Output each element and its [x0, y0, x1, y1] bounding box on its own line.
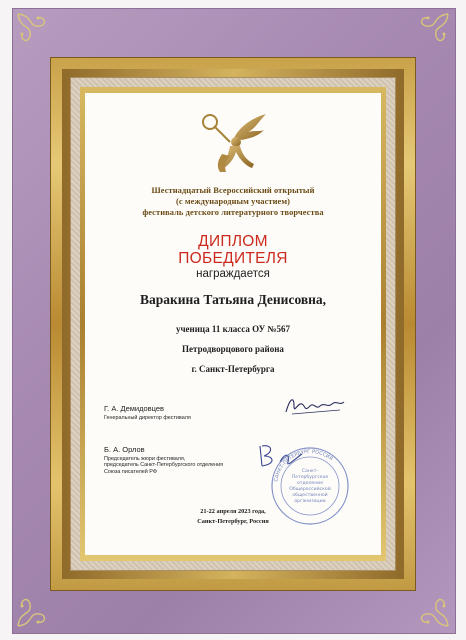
festival-name-line-2: (с международным участием)	[175, 197, 291, 206]
stamp-inner-text: общественной	[292, 493, 328, 498]
signatory-1-name: Г. А. Демидовцев	[104, 404, 164, 413]
festival-name-line-3: фестиваль детского литературного творчества	[142, 208, 324, 217]
signatory-1-role	[104, 415, 274, 421]
corner-ornament-icon	[14, 10, 64, 60]
diploma-title: ДИПЛОМ	[198, 233, 268, 250]
signatory-2-role-line: Председатель жюри фестиваля,	[104, 456, 186, 462]
signatory-2-role-line: председатель Санкт-Петербургского отделения	[104, 462, 224, 469]
diploma-subtitle: ПОБЕДИТЕЛЯ	[178, 250, 288, 267]
corner-ornament-icon	[402, 10, 452, 60]
stamp-inner-text: Общероссийской	[289, 487, 331, 492]
signatory-1-role-line: Генеральный директор фестиваля	[104, 415, 191, 421]
festival-name-line-1: Шестнадцатый Всероссийский открытый	[151, 186, 315, 195]
awarded-label: награждается	[196, 268, 270, 280]
recipient-name: Варакина Татьяна Денисовна,	[139, 292, 327, 307]
stamp-inner-text: Санкт-	[301, 469, 319, 474]
stamp-inner-text: Петербургское	[291, 475, 329, 480]
event-place: Санкт-Петербург, Россия	[197, 518, 269, 525]
signatory-2-role	[104, 456, 274, 475]
signatory-2-name: Б. А. Орлов	[104, 445, 145, 454]
festival-logo-icon	[200, 108, 272, 178]
event-dates: 21-22 апреля 2023 года,	[200, 508, 266, 515]
stamp-inner-text: отделение	[296, 481, 324, 486]
signatory-2-role-line: Союза писателей РФ	[104, 468, 157, 475]
signature-1-icon	[282, 392, 348, 420]
stamp-ring-text: САНКТ-ПЕТЕРБУРГ РОССИЯ	[273, 448, 334, 483]
recipient-district: Петродворцового района	[182, 344, 284, 354]
recipient-city: г. Санкт-Петербурга	[191, 364, 275, 374]
recipient-school: ученица 11 класса ОУ №567	[175, 324, 291, 334]
stamp-inner-text: организации	[294, 499, 326, 504]
